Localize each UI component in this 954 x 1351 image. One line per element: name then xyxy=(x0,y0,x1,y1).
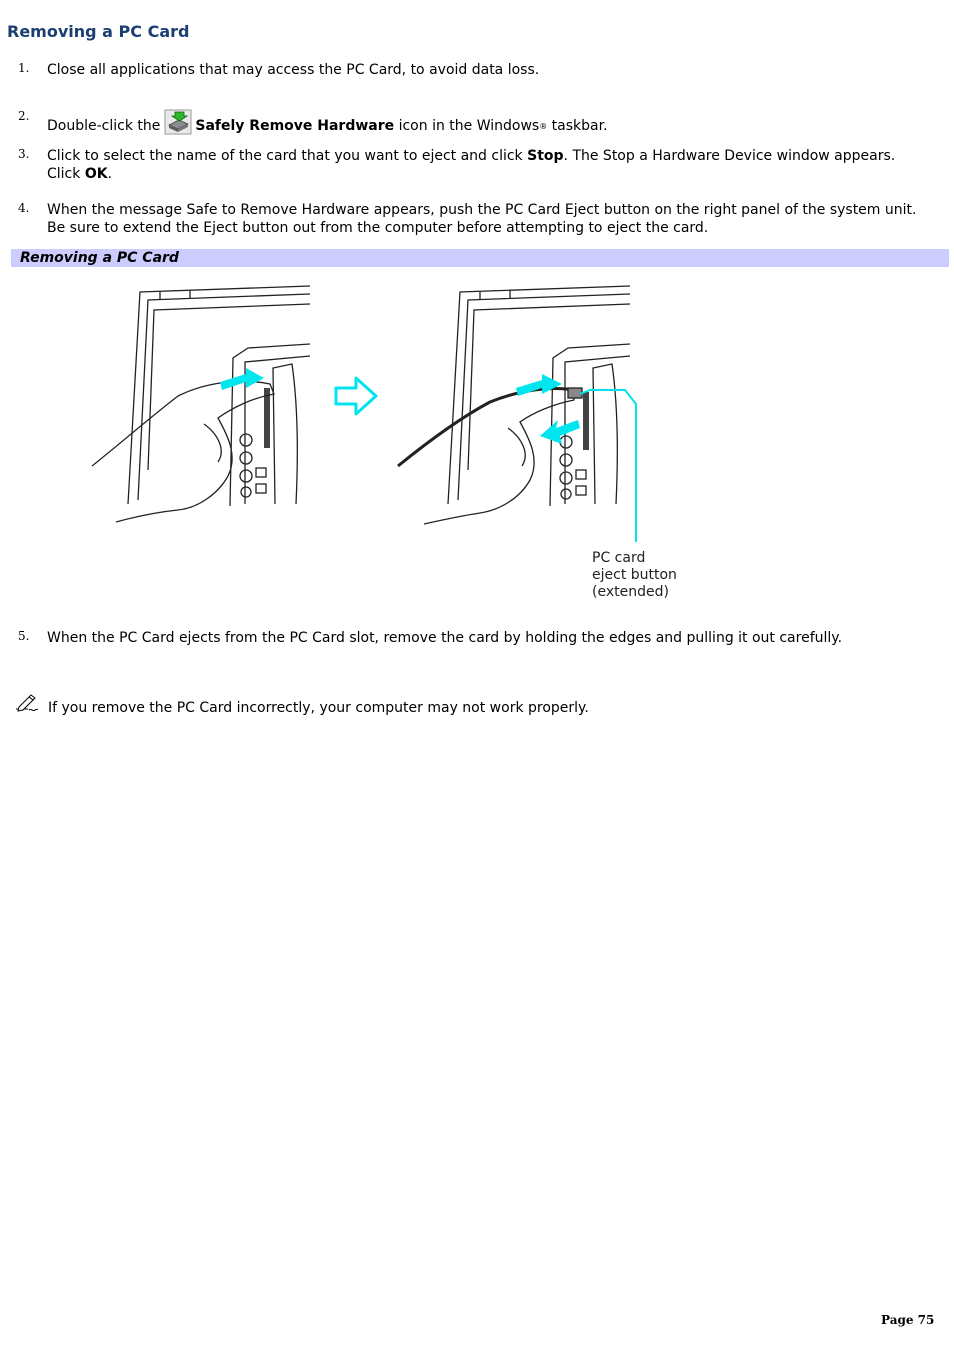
note-pencil-icon xyxy=(15,693,39,713)
step-text-part: . xyxy=(107,166,113,182)
eject-button-label-line-2: eject button xyxy=(592,567,677,583)
step-text xyxy=(47,109,927,136)
eject-button-label-line-1: PC card xyxy=(592,550,646,566)
figure-caption-bar xyxy=(11,249,949,267)
right-arrow-icon xyxy=(336,378,376,414)
step-text-part: . The Stop a Hardware Device window appears. Click xyxy=(47,148,896,182)
registered-mark: ® xyxy=(539,122,548,131)
step-text-part: icon in the Windows xyxy=(398,118,540,134)
step-text-bold: Safely Remove Hardware xyxy=(195,118,395,134)
page-number: Page 75 xyxy=(881,1313,935,1327)
step-number: 4. xyxy=(18,201,30,215)
step-text-part: Double-click the xyxy=(47,118,161,134)
safely-remove-hardware-icon xyxy=(164,109,192,135)
figure-caption: Removing a PC Card xyxy=(20,250,179,266)
step-number: 5. xyxy=(18,629,30,643)
page-title: Removing a PC Card xyxy=(7,22,190,41)
pc-card-removal-figure xyxy=(80,270,700,610)
left-push-arrow xyxy=(220,368,264,390)
step-text-bold: OK xyxy=(84,166,108,182)
step-text: Close all applications that may access the PC Card, to avoid data loss. xyxy=(47,62,540,78)
note-text: If you remove the PC Card incorrectly, your computer may not work properly. xyxy=(48,700,589,716)
step-number: 3. xyxy=(18,147,30,161)
step-text-bold: Stop xyxy=(527,148,564,164)
step-text-part: Click to select the name of the card that you want to eject and click xyxy=(47,148,523,164)
step-number: 2. xyxy=(18,109,30,123)
left-illustration xyxy=(92,286,310,522)
step-text xyxy=(47,147,927,183)
step-text: When the message Safe to Remove Hardware appears, push the PC Card Eject button on the right panel of the system unit. Be sure to extend the Eject button out from the computer before attempting to eject the card. xyxy=(47,202,917,236)
step-text-part: taskbar. xyxy=(551,118,608,134)
eject-button-label-line-3: (extended) xyxy=(592,584,669,600)
right-illustration xyxy=(398,286,630,524)
step-number: 1. xyxy=(18,61,30,75)
step-text: When the PC Card ejects from the PC Card slot, remove the card by holding the edges and pulling it out carefully. xyxy=(47,630,843,646)
